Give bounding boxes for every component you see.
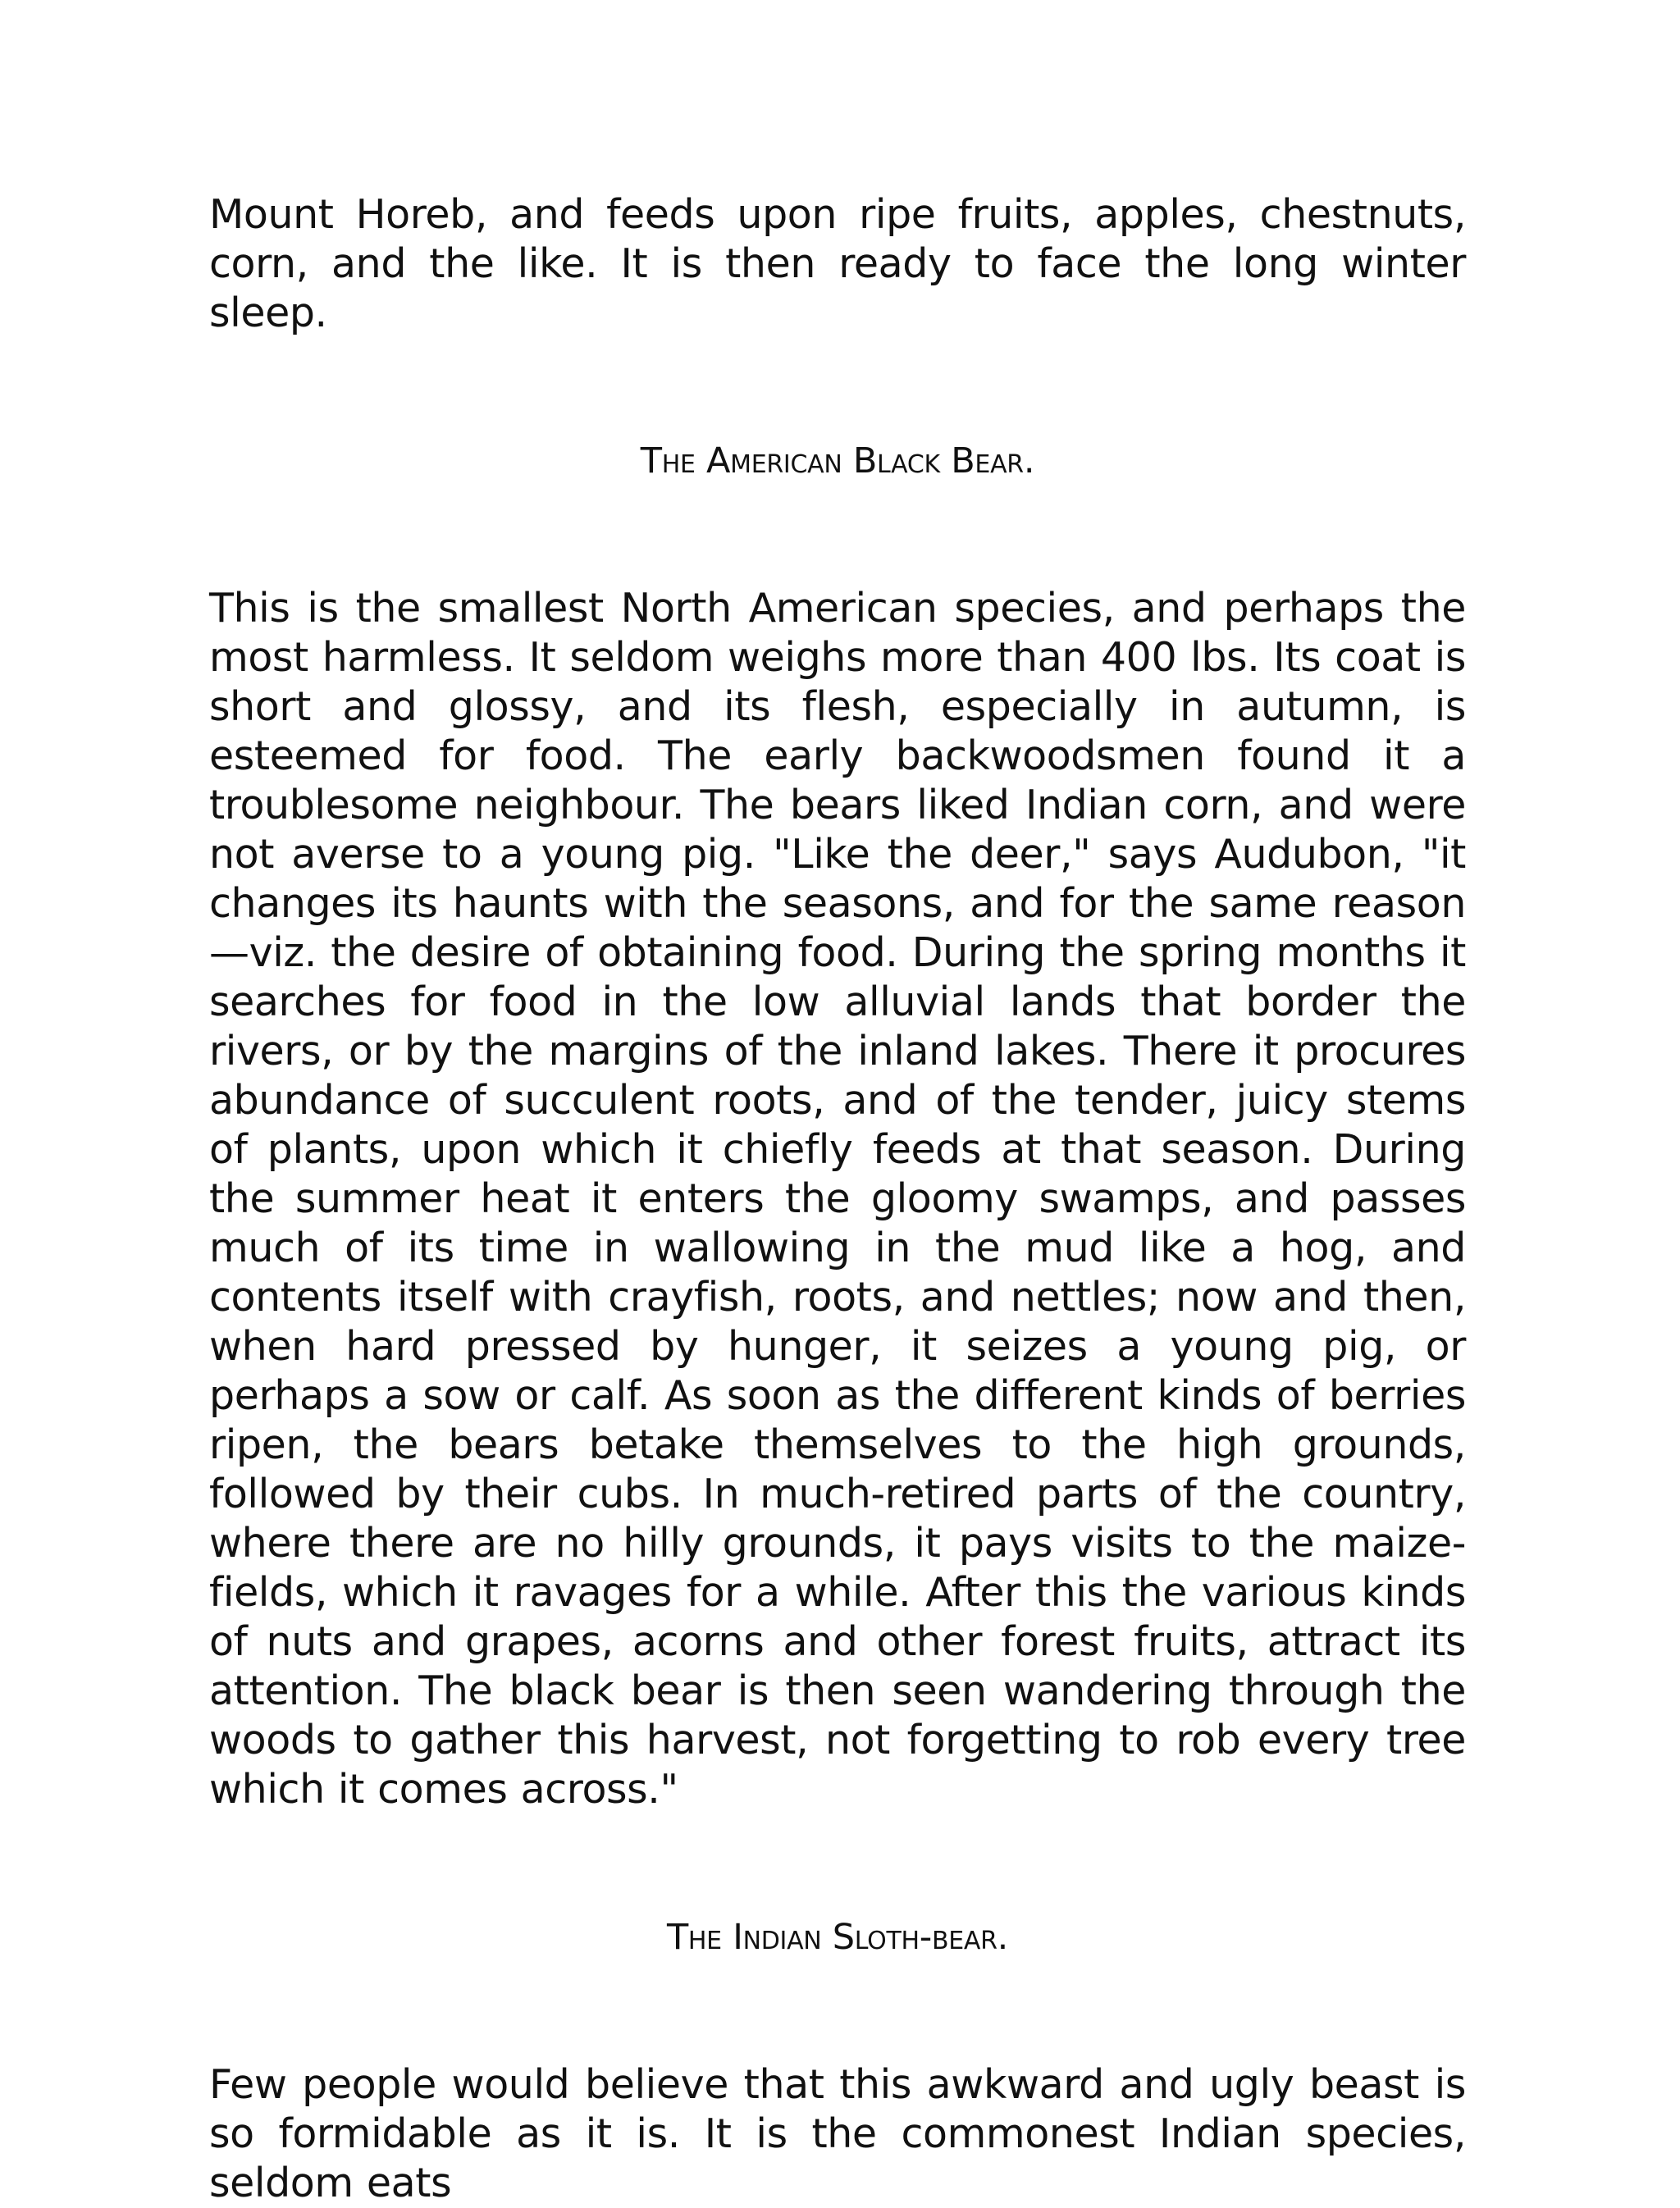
- paragraph-black-bear: This is the smallest North American species, and perhaps the most harmless. It seldom weighs more than 400 lbs. Its coat is short and glossy, and its flesh, especially in autumn, is esteemed for food. The early backwoodsmen found it a troublesome neighbour. The bears liked Indian corn, and were not averse to a young pig. "Like the deer," says Audubon, "it changes its haunts with the seasons, and for the same reason—viz. the desire of obtaining food. During the spring months it searches for food in the low alluvial lands that border the rivers, or by the margins of the inland lakes. There it procures abundance of succulent roots, and of the tender, juicy stems of plants, upon which it chiefly feeds at that season. During the summer heat it enters the gloomy swamps, and passes much of its time in wallowing in the mud like a hog, and contents itself with crayfish, roots, and nettles; now and then, when hard pressed by hunger, it seizes a young pig, or perhaps a sow or calf. As soon as the different kinds of berries ripen, the bears betake themselves to the high grounds, followed by their cubs. In much-retired parts of the country, where there are no hilly grounds, it pays visits to the maize-fields, which it ravages for a while. After this the various kinds of nuts and grapes, acorns and other forest fruits, attract its attention. The black bear is then seen wandering through the woods to gather this harvest, not forgetting to rob every tree which it comes across.": [209, 585, 1466, 1813]
- paragraph-mount-horeb: Mount Horeb, and feeds upon ripe fruits, apples, chestnuts, corn, and the like. It is then ready to face the long winter sleep.: [209, 191, 1466, 336]
- document-page: [209, 190, 1466, 2208]
- heading-indian-sloth-bear: The Indian Sloth-bear.: [666, 1917, 1009, 1958]
- heading-american-black-bear: The American Black Bear.: [640, 440, 1035, 481]
- paragraph-sloth-bear: Few people would believe that this awkward and ugly beast is so formidable as it is. It is the commonest Indian species, seldom eats: [209, 2061, 1466, 2206]
